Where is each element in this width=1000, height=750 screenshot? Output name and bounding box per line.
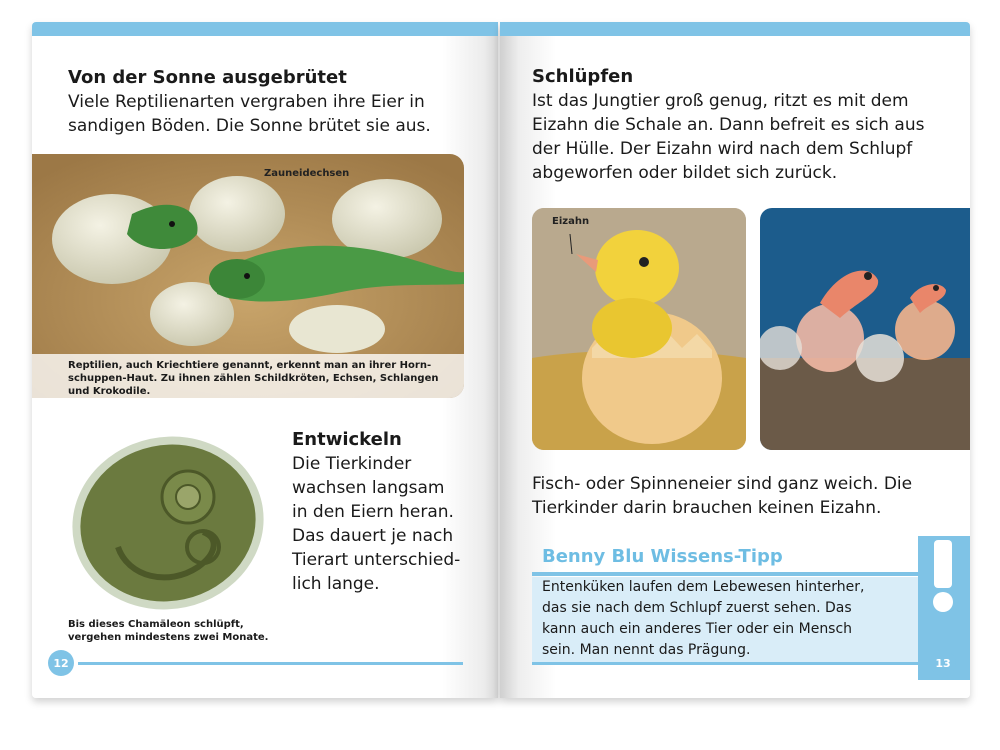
heading-sun-hatched: Von der Sonne ausgebrütet — [68, 67, 347, 88]
text-line: lich lange. — [292, 574, 380, 594]
page-number-right: 13 — [930, 650, 956, 676]
text-line: sandigen Böden. Die Sonne brütet sie aus. — [68, 116, 431, 136]
bottom-line-left — [78, 662, 463, 665]
text-line: Die Tierkinder — [292, 454, 412, 474]
left-page — [32, 22, 498, 698]
lizard-caption — [68, 359, 488, 398]
exclamation-icon — [918, 538, 970, 618]
right-page — [500, 22, 970, 698]
tip-line: Entenküken laufen dem Lebewesen hinterher, — [542, 579, 865, 595]
text-line: Tierart unterschied- — [292, 550, 461, 570]
caption-line: Bis dieses Chamäleon schlüpft, — [68, 619, 244, 630]
text-line: wachsen langsam — [292, 478, 445, 498]
text-line: abgeworfen oder bildet sich zurück. — [532, 163, 838, 183]
heading-develop: Entwickeln — [292, 429, 402, 450]
text-line: Tierkinder darin brauchen keinen Eizahn. — [532, 498, 882, 518]
caption-line: schuppen-Haut. Zu ihnen zählen Schildkröten, Echsen, Schlangen — [68, 373, 439, 384]
tip-box — [532, 577, 918, 665]
text-line: der Hülle. Der Eizahn wird nach dem Schlupf — [532, 139, 913, 159]
tip-underline — [532, 572, 918, 576]
chick-illustration — [532, 208, 746, 450]
top-bar-right — [500, 22, 970, 36]
bottom-line-right — [532, 662, 922, 665]
chameleon-image — [68, 427, 268, 619]
tip-line: kann auch ein anderes Tier oder ein Mensch — [542, 621, 853, 637]
chameleon-caption — [68, 618, 328, 644]
chameleon-illustration — [68, 427, 268, 619]
caption-line: vergehen mindestens zwei Monate. — [68, 632, 269, 643]
text-line: Viele Reptilienarten vergraben ihre Eier in — [68, 92, 425, 112]
text-develop — [292, 452, 492, 596]
text-line: in den Eiern heran. — [292, 502, 454, 522]
text-hatching — [532, 89, 952, 185]
text-line: Fisch- oder Spinneneier sind ganz weich. Die — [532, 474, 913, 494]
fish-eggs-illustration — [760, 208, 970, 450]
tip-title: Benny Blu Wissens-Tipp — [542, 546, 783, 567]
text-line: Eizahn die Schale an. Dann befreit es sich aus — [532, 115, 925, 135]
text-line: Ist das Jungtier groß genug, ritzt es mit dem — [532, 91, 909, 111]
caption-line: und Krokodile. — [68, 386, 151, 397]
fish-eggs-image — [760, 208, 970, 450]
text-fish-eggs — [532, 472, 962, 520]
eizahn-label: Eizahn — [552, 216, 590, 227]
text-line: Das dauert je nach — [292, 526, 454, 546]
text-intro-left — [68, 90, 478, 138]
caption-line: Reptilien, auch Kriechtiere genannt, erkennt man an ihrer Horn- — [68, 360, 432, 371]
top-bar-left — [32, 22, 498, 36]
chick-image — [532, 208, 746, 450]
tip-text — [542, 577, 865, 661]
heading-hatching: Schlüpfen — [532, 66, 634, 87]
lizard-label: Zauneidechsen — [264, 168, 350, 179]
page-number-left: 12 — [48, 650, 74, 676]
tip-line: sein. Man nennt das Prägung. — [542, 642, 751, 658]
tip-line: das sie nach dem Schlupf zuerst sehen. Das — [542, 600, 852, 616]
